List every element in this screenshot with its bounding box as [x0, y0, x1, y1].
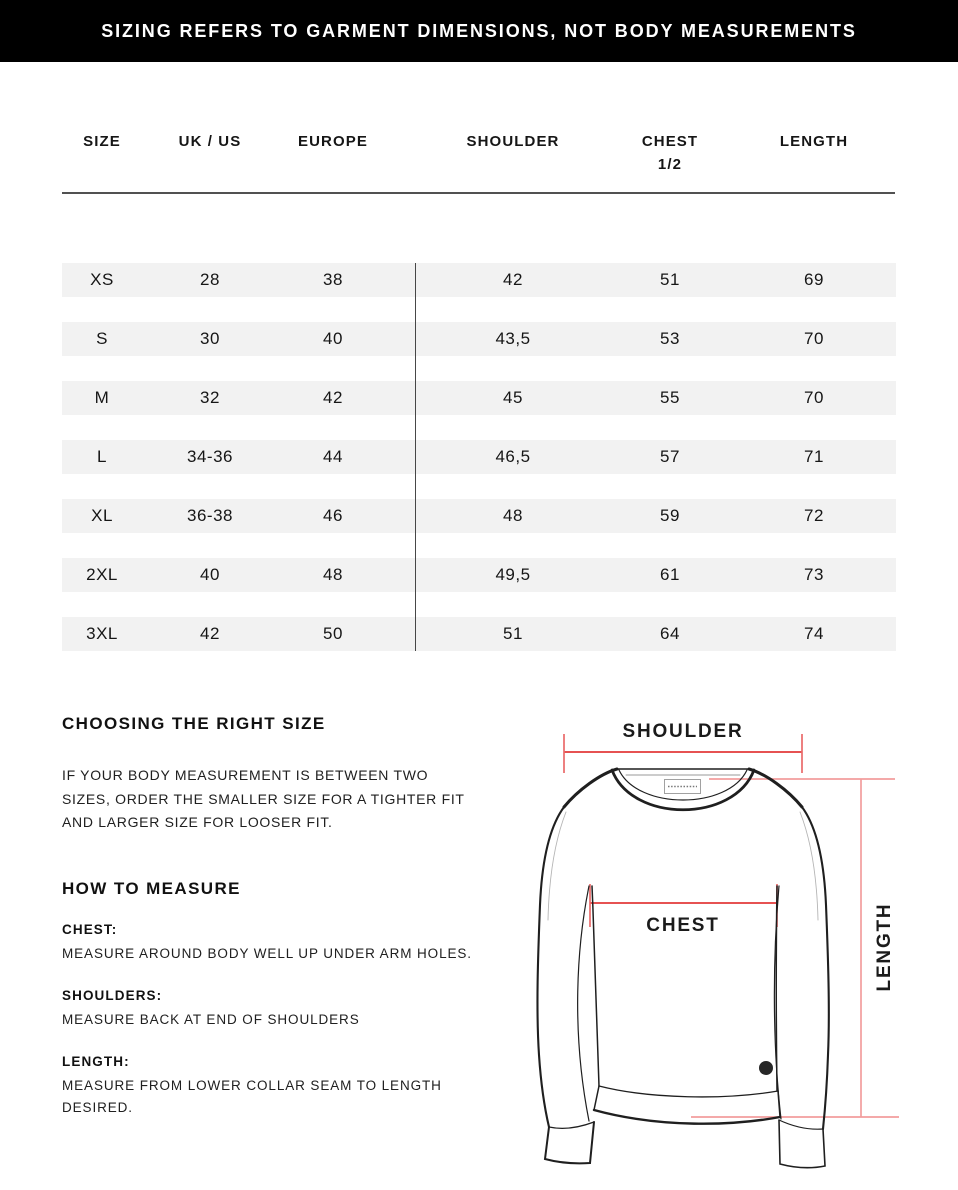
- cell-size: S: [96, 329, 108, 348]
- cell-uk-us: 36-38: [187, 506, 233, 525]
- column-header-chest: [642, 133, 698, 173]
- brand-tag-icon: [665, 780, 701, 794]
- cell-length: 72: [804, 506, 824, 525]
- cell-shoulder: 45: [503, 388, 523, 407]
- column-header-uk-us: UK / US: [178, 133, 242, 150]
- column-header-chest-sub: 1/2: [657, 156, 683, 173]
- cell-size: XS: [90, 270, 114, 289]
- cell-chest: 55: [660, 388, 680, 407]
- cell-europe: 48: [323, 565, 343, 584]
- table-row-xs: [62, 263, 896, 297]
- cell-chest: 64: [660, 624, 680, 643]
- cell-length: 73: [804, 565, 824, 584]
- paragraph-line: IF YOUR BODY MEASUREMENT IS BETWEEN TWO: [62, 767, 429, 783]
- column-header-size: SIZE: [83, 133, 121, 150]
- top-banner: [0, 0, 958, 62]
- cell-length: 70: [804, 388, 824, 407]
- sweatshirt-drawing: [537, 769, 828, 1168]
- cell-europe: 44: [323, 447, 343, 466]
- cell-shoulder: 42: [503, 270, 523, 289]
- cell-europe: 40: [323, 329, 343, 348]
- table-row-l: [62, 440, 896, 474]
- cell-shoulder: 43,5: [495, 329, 531, 348]
- measure-length-desc-line2: DESIRED.: [62, 1099, 133, 1115]
- cell-length: 74: [804, 624, 824, 643]
- table-row-xl: [62, 499, 896, 533]
- instructions-column: [62, 714, 498, 1119]
- column-header-chest-label: CHEST: [641, 133, 699, 150]
- measure-length-desc-line1: MEASURE FROM LOWER COLLAR SEAM TO LENGTH: [62, 1077, 442, 1093]
- cell-chest: 59: [660, 506, 680, 525]
- measure-length-label: LENGTH:: [62, 1053, 130, 1069]
- sweatshirt-diagram: [520, 706, 958, 1190]
- measure-shoulders-desc: MEASURE BACK AT END OF SHOULDERS: [62, 1011, 360, 1027]
- cell-uk-us: 30: [200, 329, 220, 348]
- measure-shoulders-label: SHOULDERS:: [62, 987, 163, 1003]
- paragraph-line: SIZES, ORDER THE SMALLER SIZE FOR A TIGHTER FIT: [62, 790, 465, 807]
- table-row-2xl: [62, 558, 896, 592]
- column-header-europe: EUROPE: [298, 133, 368, 150]
- cell-shoulder: 49,5: [495, 565, 531, 584]
- banner-text: SIZING REFERS TO GARMENT DIMENSIONS, NOT BODY MEASUREMENTS: [101, 20, 857, 41]
- choosing-size-paragraph: [62, 764, 498, 835]
- cell-uk-us: 42: [200, 624, 220, 643]
- cell-length: 70: [804, 329, 824, 348]
- cell-europe: 38: [323, 270, 343, 289]
- cell-shoulder: 46,5: [495, 447, 531, 466]
- how-to-measure-title: HOW TO MEASURE: [62, 878, 241, 898]
- cell-size: XL: [91, 506, 113, 525]
- column-header-length: LENGTH: [779, 133, 849, 150]
- cell-size: M: [94, 388, 110, 407]
- diagram-length-label: LENGTH: [874, 902, 895, 992]
- measure-chest-label: CHEST:: [62, 921, 118, 937]
- table-row-m: [62, 381, 896, 415]
- cell-uk-us: 40: [200, 565, 220, 584]
- cell-chest: 57: [660, 447, 680, 466]
- diagram-chest-label: CHEST: [646, 915, 720, 936]
- cell-chest: 51: [660, 270, 680, 289]
- length-measure-lines: [691, 779, 899, 1117]
- cell-europe: 46: [323, 506, 343, 525]
- cell-europe: 42: [323, 388, 343, 407]
- cell-uk-us: 28: [200, 270, 220, 289]
- paragraph-line: AND LARGER SIZE FOR LOOSER FIT.: [62, 814, 333, 830]
- cell-length: 71: [804, 447, 824, 466]
- cell-size: 2XL: [86, 565, 118, 584]
- rivet-dot-icon: [759, 1061, 773, 1075]
- cell-uk-us: 32: [200, 388, 220, 407]
- measure-chest-desc: MEASURE AROUND BODY WELL UP UNDER ARM HOLES.: [62, 945, 472, 961]
- choosing-size-title: CHOOSING THE RIGHT SIZE: [62, 714, 326, 733]
- cell-shoulder: 51: [503, 624, 523, 643]
- cell-size: 3XL: [86, 624, 118, 643]
- cell-chest: 61: [660, 565, 680, 584]
- measure-length-desc: [62, 1075, 498, 1119]
- cell-length: 69: [804, 270, 824, 289]
- header-divider-line: [62, 192, 895, 194]
- column-header-shoulder: SHOULDER: [466, 133, 560, 150]
- table-row-s: [62, 322, 896, 356]
- cell-chest: 53: [660, 329, 680, 348]
- diagram-shoulder-label: SHOULDER: [622, 721, 744, 742]
- cell-uk-us: 34-36: [187, 447, 233, 466]
- cell-europe: 50: [323, 624, 343, 643]
- table-row-3xl: [62, 617, 896, 651]
- cell-shoulder: 48: [503, 506, 523, 525]
- table-vertical-divider: [415, 263, 416, 651]
- cell-size: L: [97, 447, 107, 466]
